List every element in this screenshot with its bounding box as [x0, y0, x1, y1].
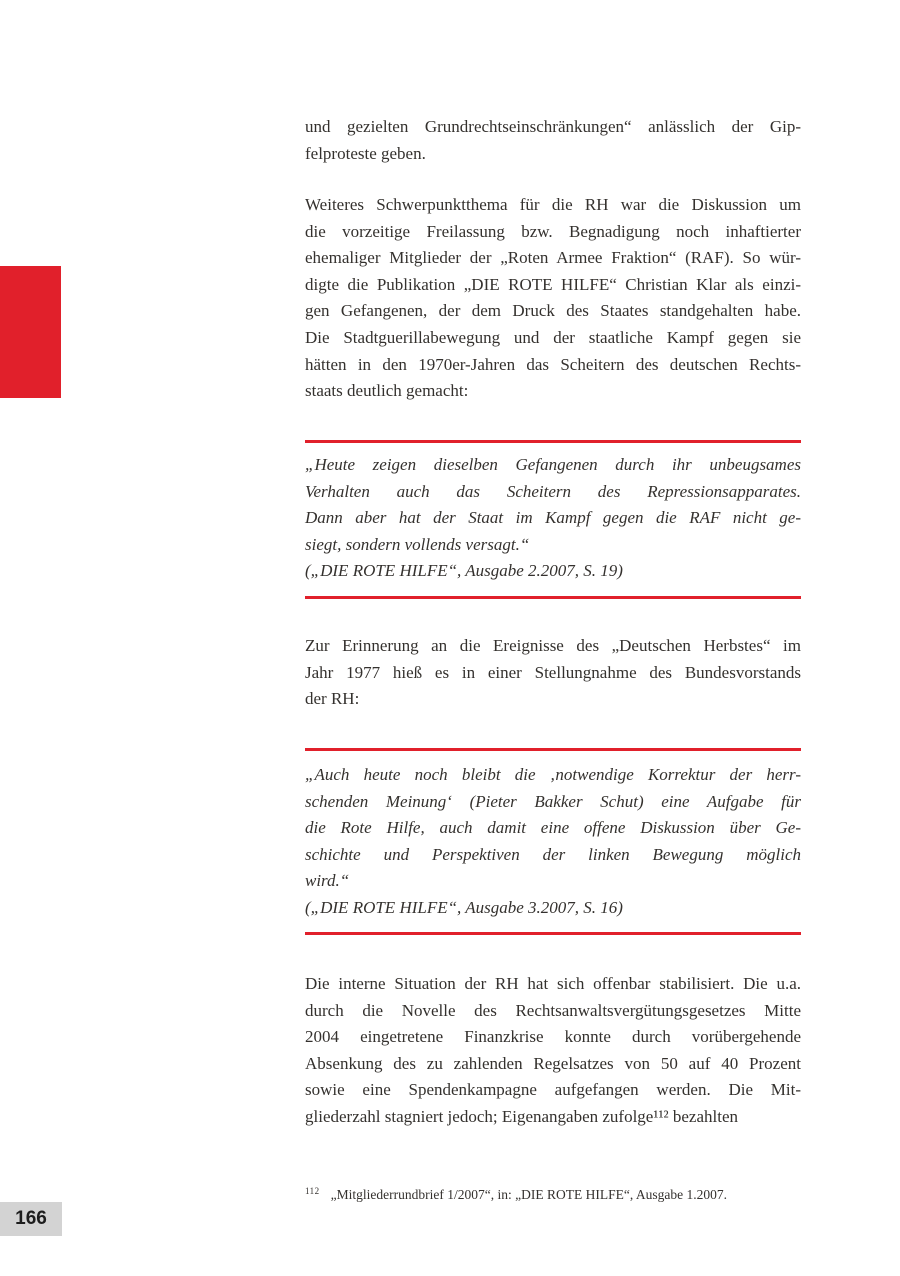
quote-line: wird.“	[305, 871, 350, 891]
text-line: 2004 eingetretene Finanzkrise konnte durch vorübergehende	[305, 1027, 801, 1047]
text-line: felproteste geben.	[305, 143, 426, 163]
text-line: Die interne Situation der RH hat sich offenbar stabilisiert. Die u.a.	[305, 974, 801, 993]
text-line: gen Gefangenen, der dem Druck des Staates standgehalten habe.	[305, 301, 801, 321]
text-line: Weiteres Schwerpunktthema für die RH war die Diskussion um	[305, 195, 801, 214]
body-paragraph-1	[305, 114, 801, 167]
quote-source: („DIE ROTE HILFE“, Ausgabe 2.2007, S. 19)	[305, 561, 623, 581]
text-line: hätten in den 1970er-Jahren das Scheitern des deutschen Rechts-	[305, 354, 801, 374]
body-paragraph-2	[305, 192, 801, 405]
text-line: Absenkung des zu zahlenden Regelsatzes von 50 auf 40 Prozent	[305, 1053, 801, 1073]
quote-line: schichte und Perspektiven der linken Bewegung möglich	[305, 844, 801, 864]
text-line: durch die Novelle des Rechtsanwaltsvergütungsgesetzes Mitte	[305, 1000, 801, 1020]
text-line: gliederzahl stagniert jedoch; Eigenangaben zufolge¹¹² bezahlten	[305, 1106, 739, 1126]
text-line: Die Stadtguerillabewegung und der staatliche Kampf gegen sie	[305, 327, 801, 347]
text-line: digte die Publikation „DIE ROTE HILFE“ Christian Klar als einzi-	[305, 274, 801, 294]
text-line: Jahr 1977 hieß es in einer Stellungnahme des Bundesvorstands	[305, 662, 801, 682]
footnote-text: „Mitgliederrundbrief 1/2007“, in: „DIE ROTE HILFE“, Ausgabe 1.2007.	[330, 1187, 727, 1202]
quote-line: die Rote Hilfe, auch damit eine offene Diskussion über Ge-	[305, 818, 801, 838]
footnote	[305, 1182, 801, 1204]
text-line: ehemaliger Mitglieder der „Roten Armee Fraktion“ (RAF). So wür-	[305, 248, 801, 268]
page-content	[305, 0, 801, 1276]
chapter-marker-bar	[0, 266, 61, 398]
text-line: der RH:	[305, 689, 360, 709]
page-number-badge: 166	[0, 1202, 62, 1236]
quote-rule-top	[305, 440, 801, 443]
body-paragraph-3	[305, 633, 801, 713]
pull-quote-2	[305, 762, 801, 922]
text-line: staats deutlich gemacht:	[305, 381, 469, 401]
text-line: und gezielten Grundrechtseinschränkungen“ anlässlich der Gip-	[305, 117, 801, 136]
quote-rule-bottom	[305, 932, 801, 935]
text-line: sowie eine Spendenkampagne aufgefangen werden. Die Mit-	[305, 1080, 801, 1100]
quote-line: „Auch heute noch bleibt die ‚notwendige Korrektur der herr-	[305, 765, 801, 784]
footnote-marker: 112	[305, 1186, 320, 1196]
quote-line: Dann aber hat der Staat im Kampf gegen die RAF nicht ge-	[305, 508, 801, 528]
pull-quote-1	[305, 452, 801, 585]
body-paragraph-4	[305, 971, 801, 1131]
quote-line: Verhalten auch das Scheitern des Repressionsapparates.	[305, 481, 801, 501]
quote-rule-bottom	[305, 596, 801, 599]
text-line: die vorzeitige Freilassung bzw. Begnadigung noch inhaftierter	[305, 221, 801, 241]
text-line: Zur Erinnerung an die Ereignisse des „Deutschen Herbstes“ im	[305, 636, 801, 655]
quote-line: „Heute zeigen dieselben Gefangenen durch ihr unbeugsames	[305, 455, 801, 474]
quote-line: siegt, sondern vollends versagt.“	[305, 534, 530, 554]
quote-source: („DIE ROTE HILFE“, Ausgabe 3.2007, S. 16)	[305, 897, 623, 917]
quote-line: schenden Meinung‘ (Pieter Bakker Schut) eine Aufgabe für	[305, 791, 801, 811]
quote-rule-top	[305, 748, 801, 751]
